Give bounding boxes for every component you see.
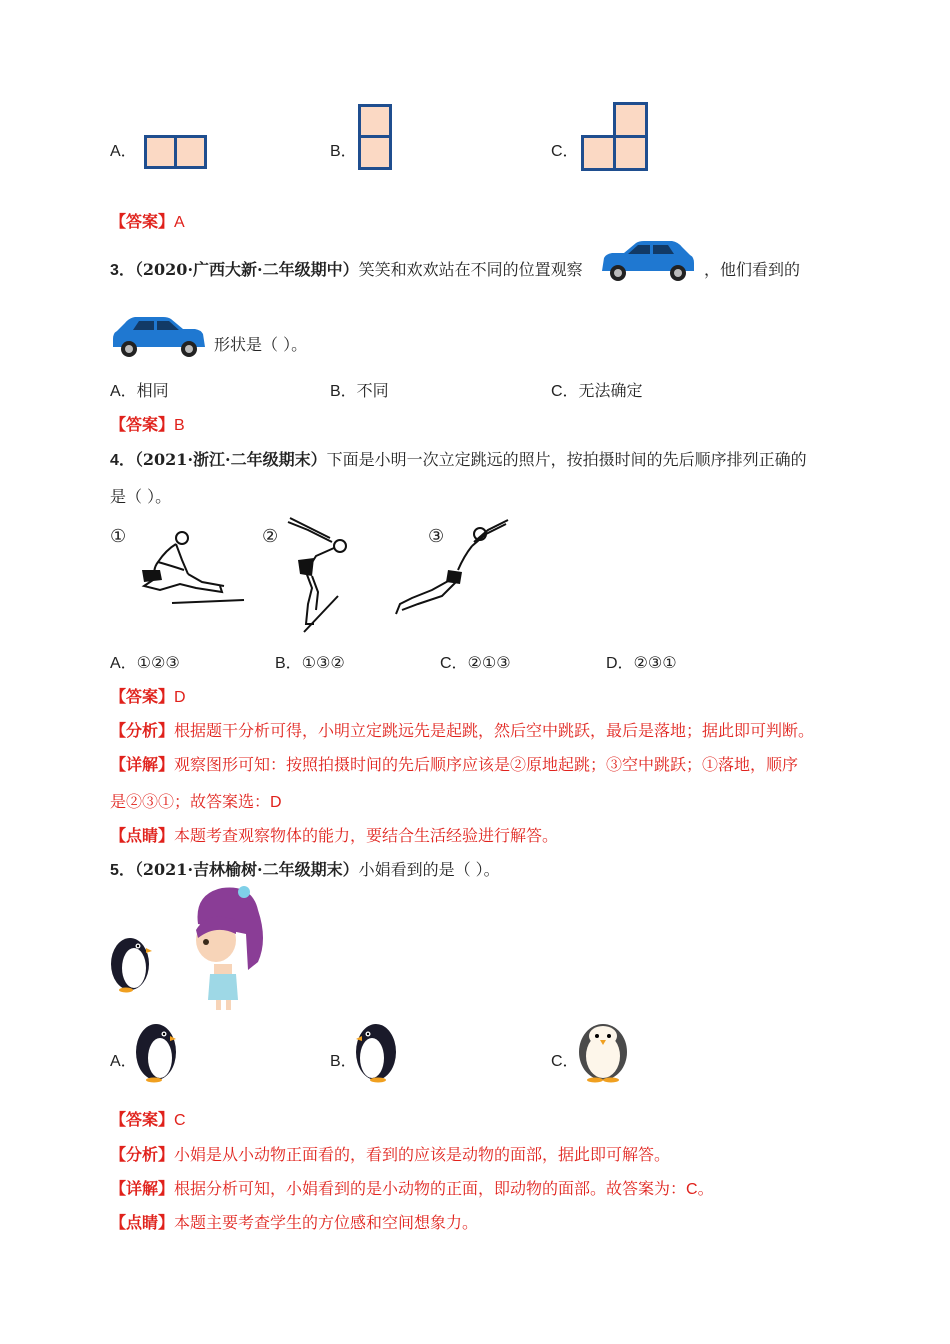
q5-analysis: 【分析】小娟是从小动物正面看的，看到的应该是动物的面部，据此即可解答。: [110, 1145, 671, 1164]
q4-stem-line1: 4．（2021·浙江·二年级期末）下面是小明一次立定跳远的照片，按拍摄时间的先后顺序排列正确的: [110, 450, 807, 469]
q3-stem-line1-end: ，他们看到的: [704, 260, 801, 279]
q2-figure-a: [144, 135, 208, 169]
q4-source: （2021·浙江·二年级期末）: [134, 450, 327, 469]
q2-option-a-label: A．: [110, 143, 137, 160]
q4-comment: 【点睛】本题考查观察物体的能力，要结合生活经验进行解答。: [110, 826, 559, 845]
q3-option-c: C．无法确定: [551, 383, 643, 400]
q4-detail-line2: 是②③①；故答案选：D: [110, 792, 282, 811]
q5-answer: 【答案】C: [110, 1110, 186, 1129]
q5-option-a-label: A．: [110, 1053, 137, 1070]
q4-number: 4．: [110, 452, 135, 469]
q5-stem: 5．（2021·吉林榆树·二年级期末）小娟看到的是（ ）。: [110, 860, 500, 879]
q2-option-c-label: C．: [551, 143, 579, 160]
q3-answer: 【答案】B: [110, 415, 185, 434]
q4-answer: 【答案】D: [110, 687, 186, 706]
q5-option-c-label: C．: [551, 1053, 579, 1070]
penguin-left-profile-image: [354, 1018, 398, 1082]
penguin-side-image: [108, 930, 150, 992]
q4-picture-label-3: ③: [428, 526, 445, 547]
q4-stem-line2: 是（ ）。: [110, 487, 172, 506]
q3-source: （2020·广西大新·二年级期中）: [134, 260, 359, 279]
penguin-right-profile-image: [134, 1018, 178, 1082]
q5-number: 5．: [110, 862, 135, 879]
q4-analysis: 【分析】根据题干分析可得，小明立定跳远先是起跳，然后空中跳跃，最后是落地；据此即可判断。: [110, 721, 815, 740]
q5-detail: 【详解】根据分析可知，小娟看到的是小动物的正面，即动物的面部。故答案为：C。: [110, 1179, 714, 1198]
takeoff-figure-image: [286, 516, 356, 636]
q2-figure-b: [358, 104, 392, 170]
q4-picture-label-2: ②: [262, 526, 279, 547]
q2-option-b-label: B．: [330, 143, 357, 160]
q4-detail-line1: 【详解】观察图形可知：按照拍摄时间的先后顺序应该是②原地起跳；③空中跳跃；①落地，顺序: [110, 755, 799, 774]
q3-option-b: B．不同: [330, 383, 389, 400]
girl-image: [188, 884, 268, 1012]
q5-option-b-label: B．: [330, 1053, 357, 1070]
q2-answer: 【答案】A: [110, 212, 185, 231]
q4-option-d: D．②③①: [606, 655, 677, 672]
q5-comment: 【点睛】本题主要考查学生的方位感和空间想象力。: [110, 1213, 479, 1232]
car-side-image-2: [110, 317, 210, 359]
q4-picture-label-1: ①: [110, 526, 127, 547]
car-side-image-1: [598, 241, 696, 283]
penguin-front-image: [576, 1018, 630, 1082]
landing-figure-image: [136, 530, 246, 608]
q3-stem-line1: 3．（2020·广西大新·二年级期中）笑笑和欢欢站在不同的位置观察: [110, 260, 583, 279]
airborne-figure-image: [392, 518, 512, 618]
q3-stem-line2: 形状是（ ）。: [214, 335, 308, 354]
q2-figure-c: [580, 102, 648, 172]
q3-number: 3．: [110, 262, 135, 279]
q4-option-b: B．①③②: [275, 655, 345, 672]
q5-source: （2021·吉林榆树·二年级期末）: [134, 860, 359, 879]
q4-option-c: C．②①③: [440, 655, 511, 672]
q4-option-a: A．①②③: [110, 655, 180, 672]
q3-option-a: A．相同: [110, 383, 169, 400]
